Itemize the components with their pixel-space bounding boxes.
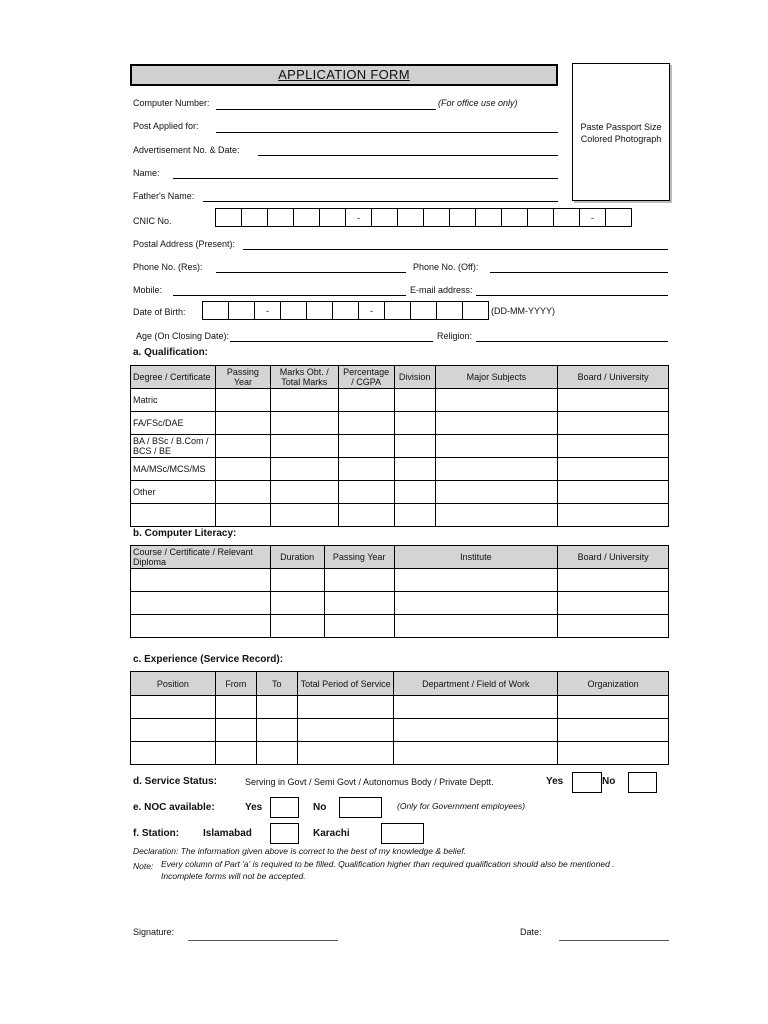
- date-label: Date:: [520, 927, 542, 937]
- col-marks: Marks Obt. / Total Marks: [270, 366, 338, 389]
- advertisement-label: Advertisement No. & Date:: [133, 145, 240, 155]
- email-field[interactable]: [476, 295, 668, 296]
- table-row: [131, 389, 669, 412]
- phone-res-label: Phone No. (Res):: [133, 262, 203, 272]
- note-label: Note:: [133, 861, 154, 871]
- station-karachi-checkbox[interactable]: [381, 823, 424, 844]
- col-position: Position: [131, 672, 216, 696]
- service-no-checkbox[interactable]: [628, 772, 657, 793]
- table-row: [131, 481, 669, 504]
- service-no-label: No: [602, 776, 616, 787]
- col-major-subjects: Major Subjects: [435, 366, 558, 389]
- noc-yes-checkbox[interactable]: [270, 797, 299, 818]
- station-islamabad-label: Islamabad: [203, 828, 252, 839]
- service-status-heading: d. Service Status:: [133, 776, 217, 787]
- table-row: [131, 742, 669, 765]
- table-row: [131, 615, 669, 638]
- computer-literacy-heading: b. Computer Literacy:: [133, 528, 237, 539]
- row-label: [131, 504, 216, 527]
- row-label: BA / BSc / B.Com / BCS / BE: [131, 435, 216, 458]
- noc-note: (Only for Government employees): [397, 801, 526, 811]
- col-institute: Institute: [394, 546, 558, 569]
- photo-box: Paste Passport Size Colored Photograph: [572, 63, 670, 201]
- col-board: Board / University: [558, 366, 669, 389]
- table-row: [131, 458, 669, 481]
- row-label: FA/FSc/DAE: [131, 412, 216, 435]
- religion-field[interactable]: [476, 341, 668, 342]
- row-label: Matric: [131, 389, 216, 412]
- name-field[interactable]: [173, 178, 558, 179]
- computer-number-label: Computer Number:: [133, 98, 210, 108]
- computer-literacy-table: [130, 545, 669, 638]
- cnic-label: CNIC No.: [133, 216, 172, 226]
- signature-field[interactable]: [188, 940, 338, 941]
- station-islamabad-checkbox[interactable]: [270, 823, 299, 844]
- service-yes-checkbox[interactable]: [572, 772, 602, 793]
- phone-off-label: Phone No. (Off):: [413, 262, 479, 272]
- col-total-period: Total Period of Service: [297, 672, 394, 696]
- station-heading: f. Station:: [133, 828, 180, 839]
- service-yes-label: Yes: [546, 776, 564, 787]
- noc-no-label: No: [313, 802, 327, 813]
- col-passing-year: Passing Year: [324, 546, 394, 569]
- row-label: Other: [131, 481, 216, 504]
- table-row: [131, 504, 669, 527]
- computer-number-field[interactable]: [216, 109, 436, 110]
- post-applied-label: Post Applied for:: [133, 121, 199, 131]
- table-row: [131, 412, 669, 435]
- col-duration: Duration: [270, 546, 324, 569]
- mobile-field[interactable]: [173, 295, 406, 296]
- noc-no-checkbox[interactable]: [339, 797, 382, 818]
- fathers-name-field[interactable]: [203, 201, 558, 202]
- age-field[interactable]: [230, 341, 433, 342]
- table-row: [131, 719, 669, 742]
- col-from: From: [215, 672, 256, 696]
- row-label: MA/MSc/MCS/MS: [131, 458, 216, 481]
- dob-label: Date of Birth:: [133, 307, 186, 317]
- postal-address-field[interactable]: [243, 249, 668, 250]
- mobile-label: Mobile:: [133, 285, 163, 295]
- post-applied-field[interactable]: [216, 132, 558, 133]
- form-title: APPLICATION FORM: [130, 64, 558, 86]
- col-passing-year: Passing Year: [215, 366, 270, 389]
- qualification-heading: a. Qualification:: [133, 347, 209, 358]
- fathers-name-label: Father's Name:: [133, 191, 195, 201]
- phone-off-field[interactable]: [490, 272, 668, 273]
- signature-label: Signature:: [133, 927, 175, 937]
- col-course: Course / Certificate / Relevant Diploma: [131, 546, 271, 569]
- email-label: E-mail address:: [410, 285, 473, 295]
- noc-heading: e. NOC available:: [133, 802, 215, 813]
- col-to: To: [256, 672, 297, 696]
- service-status-text: Serving in Govt / Semi Govt / Autonomus Body / Private Deptt.: [245, 777, 494, 787]
- col-organization: Organization: [558, 672, 669, 696]
- dob-format-hint: (DD-MM-YYYY): [491, 306, 555, 316]
- office-use-note: (For office use only): [438, 98, 518, 108]
- experience-heading: c. Experience (Service Record):: [133, 654, 284, 665]
- name-label: Name:: [133, 168, 160, 178]
- religion-label: Religion:: [437, 331, 473, 341]
- dob-digit-boxes[interactable]: - -: [203, 301, 489, 320]
- note-line-2: Incomplete forms will not be accepted.: [161, 871, 306, 881]
- qualification-table: [130, 365, 669, 527]
- col-board: Board / University: [558, 546, 669, 569]
- advertisement-field[interactable]: [258, 155, 558, 156]
- table-row: [131, 696, 669, 719]
- note-line-1: Every column of Part 'a' is required to be filled. Qualification higher than required qualification should also be mentioned .: [161, 859, 615, 869]
- cnic-digit-boxes[interactable]: - -: [216, 208, 632, 227]
- col-percentage: Percentage / CGPA: [338, 366, 394, 389]
- col-division: Division: [394, 366, 435, 389]
- col-department: Department / Field of Work: [394, 672, 558, 696]
- postal-address-label: Postal Address (Present):: [133, 239, 236, 249]
- noc-yes-label: Yes: [245, 802, 263, 813]
- age-label: Age (On Closing Date):: [136, 331, 230, 341]
- phone-res-field[interactable]: [216, 272, 406, 273]
- col-degree: Degree / Certificate: [131, 366, 216, 389]
- table-row: [131, 592, 669, 615]
- declaration-text: Declaration: The information given above is correct to the best of my knowledge & belief.: [133, 846, 467, 856]
- table-row: [131, 435, 669, 458]
- date-field[interactable]: [559, 940, 669, 941]
- station-karachi-label: Karachi: [313, 828, 350, 839]
- experience-table: [130, 671, 669, 765]
- table-row: [131, 569, 669, 592]
